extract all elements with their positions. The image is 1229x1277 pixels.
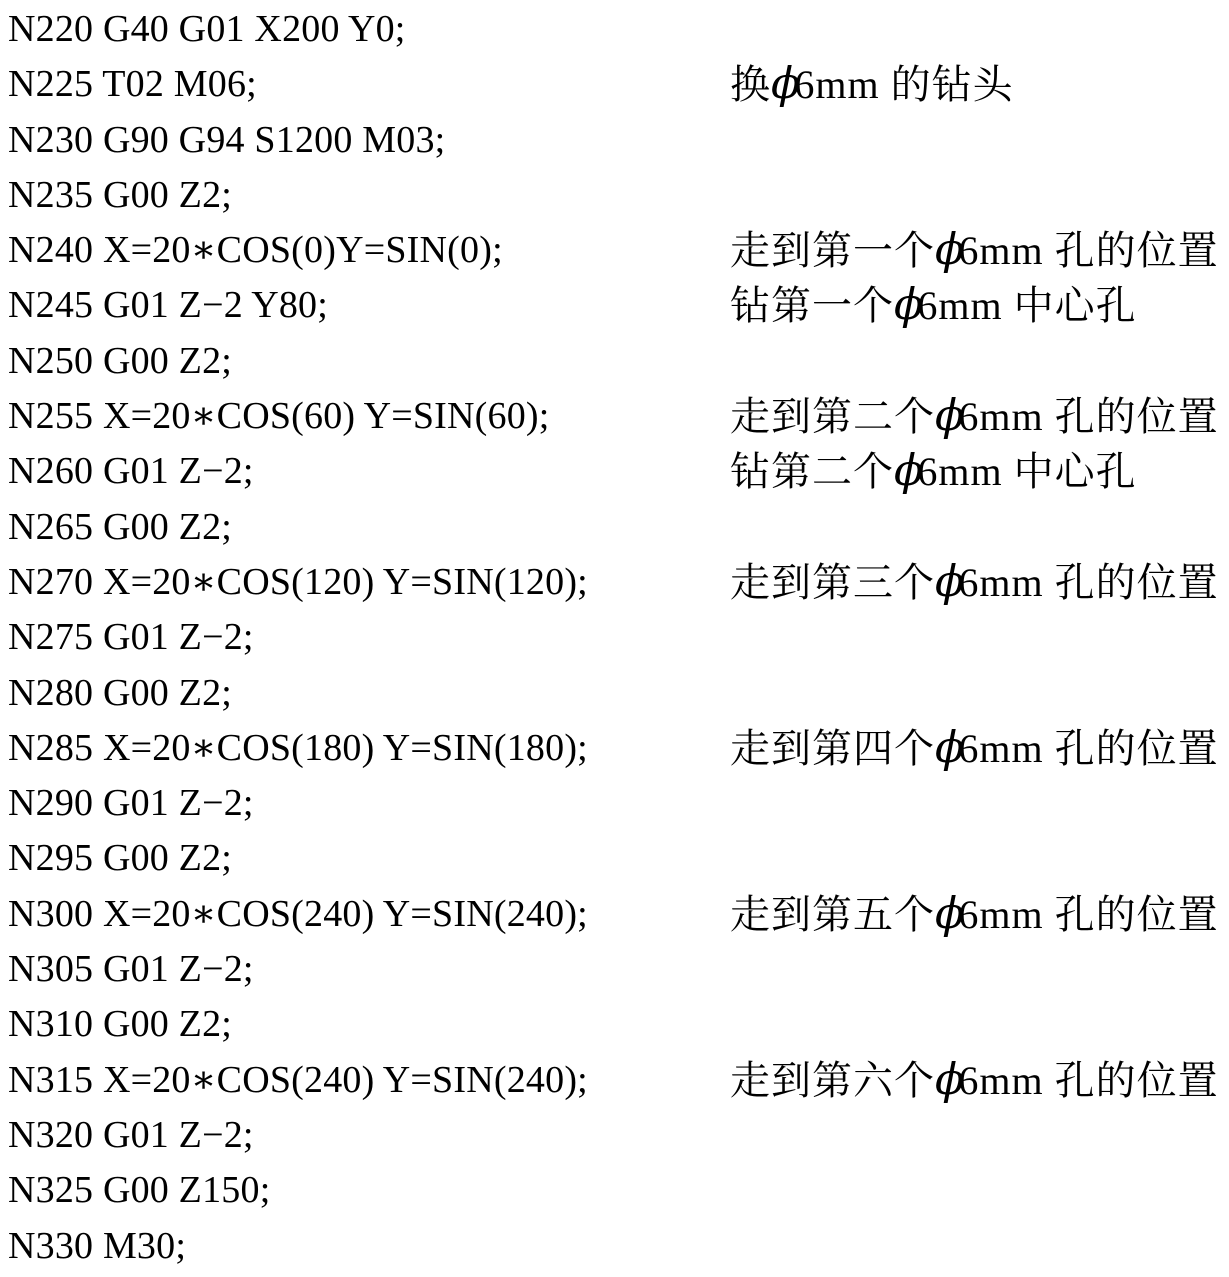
comment-text (730, 555, 1219, 610)
gcode-line (0, 278, 1229, 333)
gcode-line (0, 831, 1229, 886)
gcode-text: N315 X=20∗COS(240) Y=SIN(240); (8, 1058, 588, 1101)
gcode-line (0, 1163, 1229, 1218)
comment-text (730, 887, 1219, 942)
gcode-line (0, 1053, 1229, 1108)
gcode-text: N280 G00 Z2; (8, 671, 233, 714)
gcode-line (0, 500, 1229, 555)
phi-diameter-symbol: ϕ (935, 556, 965, 607)
gcode-text: N245 G01 Z−2 Y80; (8, 284, 329, 327)
gcode-text: N250 G00 Z2; (8, 339, 233, 382)
gcode-line (0, 1108, 1229, 1163)
gcode-line (0, 942, 1229, 997)
gcode-line (0, 887, 1229, 942)
comment-pre: 走到第五个 (730, 891, 935, 937)
gcode-line (0, 334, 1229, 389)
comment-pre: 钻第一个 (730, 283, 894, 329)
phi-diameter-symbol: ϕ (894, 446, 924, 497)
comment-text (730, 1053, 1219, 1108)
phi-diameter-symbol: ϕ (771, 59, 801, 110)
comment-rest: 6mm 的钻头 (794, 62, 1014, 108)
gcode-line (0, 610, 1229, 665)
gcode-text: N330 M30; (8, 1224, 187, 1267)
phi-diameter-symbol: ϕ (935, 225, 965, 276)
comment-pre: 走到第二个 (730, 394, 935, 440)
gcode-text: N290 G01 Z−2; (8, 782, 254, 825)
phi-diameter-symbol: ϕ (935, 722, 965, 773)
gcode-text: N305 G01 Z−2; (8, 948, 254, 991)
gcode-text: N230 G90 G94 S1200 M03; (8, 118, 446, 161)
comment-rest: 6mm 中心孔 (917, 283, 1137, 329)
comment-rest: 6mm 孔的位置 (958, 228, 1219, 274)
comment-text (730, 223, 1219, 278)
gcode-line (0, 389, 1229, 444)
gcode-text: N265 G00 Z2; (8, 505, 233, 548)
gcode-text: N320 G01 Z−2; (8, 1113, 254, 1156)
gcode-text: N255 X=20∗COS(60) Y=SIN(60); (8, 395, 550, 438)
gcode-line (0, 168, 1229, 223)
comment-pre: 走到第四个 (730, 725, 935, 771)
gcode-line (0, 555, 1229, 610)
gcode-text: N295 G00 Z2; (8, 837, 233, 880)
phi-diameter-symbol: ϕ (935, 391, 965, 442)
comment-pre: 换 (730, 62, 771, 108)
gcode-line (0, 113, 1229, 168)
gcode-line (0, 997, 1229, 1052)
phi-diameter-symbol: ϕ (894, 280, 924, 331)
gcode-line (0, 223, 1229, 278)
phi-diameter-symbol: ϕ (935, 888, 965, 939)
gcode-line (0, 444, 1229, 499)
comment-pre: 走到第六个 (730, 1057, 935, 1103)
gcode-text: N270 X=20∗COS(120) Y=SIN(120); (8, 560, 588, 603)
gcode-line (0, 721, 1229, 776)
comment-rest: 6mm 中心孔 (917, 449, 1137, 495)
gcode-line (0, 57, 1229, 112)
gcode-line (0, 666, 1229, 721)
comment-pre: 钻第二个 (730, 449, 894, 495)
comment-text (730, 721, 1219, 776)
gcode-text: N225 T02 M06; (8, 63, 257, 106)
comment-rest: 6mm 孔的位置 (958, 1057, 1219, 1103)
gcode-line (0, 1219, 1229, 1274)
gcode-text: N235 G00 Z2; (8, 173, 233, 216)
comment-pre: 走到第三个 (730, 559, 935, 605)
comment-rest: 6mm 孔的位置 (958, 891, 1219, 937)
gcode-text: N220 G40 G01 X200 Y0; (8, 8, 406, 50)
comment-rest: 6mm 孔的位置 (958, 394, 1219, 440)
comment-text (730, 278, 1137, 333)
phi-diameter-symbol: ϕ (935, 1054, 965, 1105)
gcode-line (0, 2, 1229, 57)
comment-pre: 走到第一个 (730, 228, 935, 274)
gcode-text: N325 G00 Z150; (8, 1169, 271, 1212)
gcode-line (0, 776, 1229, 831)
gcode-text: N240 X=20∗COS(0)Y=SIN(0); (8, 229, 503, 272)
comment-text (730, 389, 1219, 444)
gcode-text: N285 X=20∗COS(180) Y=SIN(180); (8, 726, 588, 769)
comment-rest: 6mm 孔的位置 (958, 559, 1219, 605)
gcode-text: N300 X=20∗COS(240) Y=SIN(240); (8, 892, 588, 935)
gcode-text: N275 G01 Z−2; (8, 616, 254, 659)
comment-text (730, 444, 1137, 499)
comment-rest: 6mm 孔的位置 (958, 725, 1219, 771)
comment-text (730, 57, 1014, 112)
gcode-text: N260 G01 Z−2; (8, 450, 254, 493)
gcode-text: N310 G00 Z2; (8, 1003, 233, 1046)
